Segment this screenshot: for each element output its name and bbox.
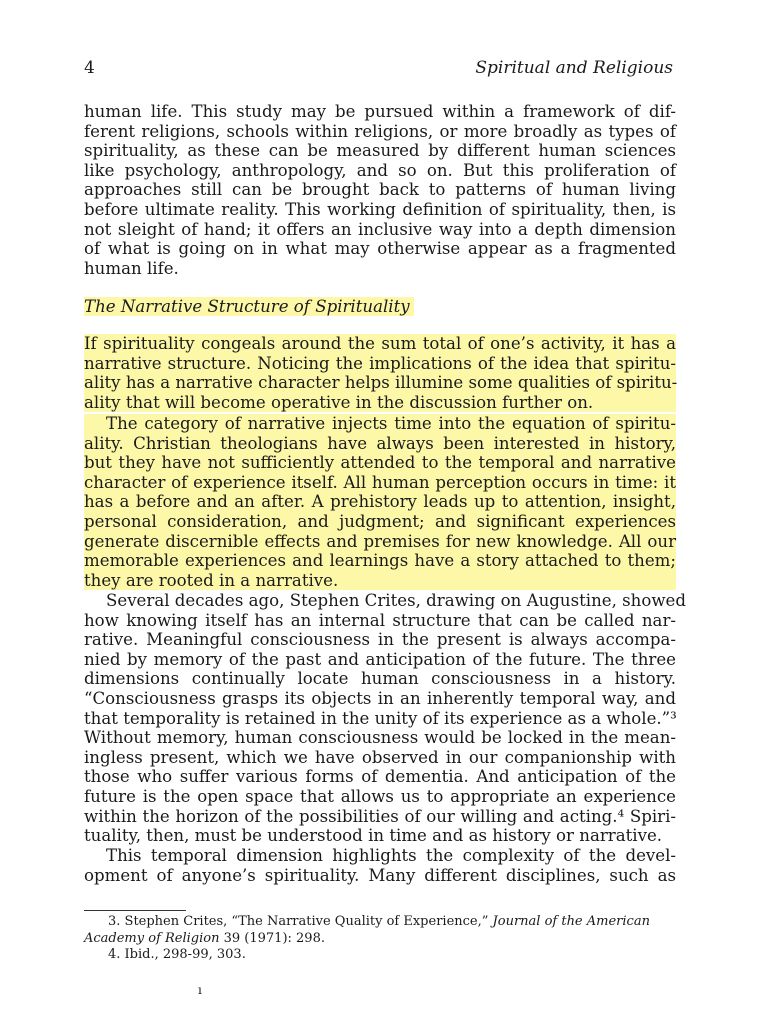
text-line: personal consideration, and judgment; and significant experiences: [84, 511, 676, 531]
running-head: Spiritual and Religious: [475, 58, 673, 78]
text-line: memorable experiences and learnings have a story attached to them;: [84, 551, 676, 571]
text-line: but they have not sufficiently attended to the temporal and narrative: [84, 453, 676, 473]
text-line: ality that will become operative in the discussion further on.: [84, 392, 594, 412]
text-line: like psychology, anthropology, and so on. But this proliferation of: [84, 160, 676, 180]
paragraph-4: [84, 591, 687, 846]
text-line: nied by memory of the past and anticipation of the future. The three: [84, 649, 676, 669]
text-line: Several decades ago, Stephen Crites, drawing on Augustine, showed: [106, 591, 687, 610]
text-line: human life. This study may be pursued within a framework of dif-: [84, 102, 676, 121]
text-line: narrative structure. Noticing the implications of the idea that spiritu-: [84, 353, 676, 373]
text-line: those who suffer various forms of dementia. And anticipation of the: [84, 767, 676, 787]
section-heading-text: The Narrative Structure of Spirituality: [84, 297, 414, 316]
footnote-4: 4. Ibid., 298-99, 303.: [108, 947, 246, 962]
text-line: If spirituality congeals around the sum total of one’s activity, it has a: [84, 334, 676, 353]
text-line: The category of narrative injects time into the equation of spiritu-: [106, 414, 676, 433]
text-line: before ultimate reality. This working definition of spirituality, then, is: [84, 199, 676, 219]
text-line: ality has a narrative character helps illumine some qualities of spiritu-: [84, 373, 678, 393]
text-line: how knowing itself has an internal structure that can be called nar-: [84, 610, 676, 630]
paragraph-2-highlighted: [84, 334, 676, 412]
paragraph-1: [84, 102, 676, 278]
text-line: they are rooted in a narrative.: [84, 570, 339, 590]
text-line: has a before and an after. A prehistory leads up to attention, insight,: [84, 492, 676, 512]
text-line: spirituality, as these can be measured by different human sciences: [84, 141, 676, 161]
text-line: opment of anyone’s spirituality. Many different disciplines, such as: [84, 865, 676, 885]
footnotes: [84, 914, 676, 964]
text-line: ingless present, which we have observed in our companionship with: [84, 747, 676, 767]
text-line: ality. Christian theologians have always been interested in history,: [84, 433, 676, 453]
text-line: dimensions continually locate human consciousness in a history.: [84, 669, 676, 689]
text-line: “Consciousness grasps its objects in an inherently temporal way, and: [84, 688, 676, 708]
page-number: 4: [84, 58, 95, 78]
text-line: future is the open space that allows us to appropriate an experience: [84, 786, 676, 806]
footnote-3-text: 3. Stephen Crites, “The Narrative Quality of Experience,”: [108, 914, 493, 929]
paragraph-5: [84, 846, 676, 885]
text-line: ferent religions, schools within religions, or more broadly as types of: [84, 121, 676, 141]
text-line: generate discernible effects and premises for new knowledge. All our: [84, 531, 676, 551]
text-line: tuality, then, must be understood in time and as history or narrative.: [84, 826, 663, 846]
text-line: within the horizon of the possibilities of our willing and acting.⁴ Spiri-: [84, 806, 676, 826]
footnote-3: [84, 914, 676, 931]
footnote-rule: [84, 910, 186, 911]
text-line: that temporality is retained in the unity of its experience as a whole.”³: [84, 708, 677, 728]
footnote-3-cont: [84, 931, 676, 948]
paragraph-3-highlighted: [84, 414, 676, 590]
text-line: not sleight of hand; it offers an inclusive way into a depth dimension: [84, 219, 676, 239]
text-line: rative. Meaningful consciousness in the present is always accompa-: [84, 630, 676, 650]
footnote-3-journal: Journal of the American: [492, 914, 650, 929]
text-line: of what is going on in what may otherwise appear as a fragmented: [84, 239, 676, 259]
text-line: human life.: [84, 258, 179, 278]
section-heading: [84, 296, 414, 317]
text-line: Without memory, human consciousness would be locked in the mean-: [84, 728, 676, 748]
text-line: character of experience itself. All human perception occurs in time: it: [84, 472, 676, 492]
text-line: approaches still can be brought back to patterns of human living: [84, 180, 676, 200]
footnote-3-citation: 39 (1971): 298.: [219, 930, 325, 946]
stray-mark: ı: [198, 983, 202, 997]
text-line: This temporal dimension highlights the complexity of the devel-: [106, 846, 676, 865]
footnote-3-journal-cont: Academy of Religion: [84, 930, 220, 946]
